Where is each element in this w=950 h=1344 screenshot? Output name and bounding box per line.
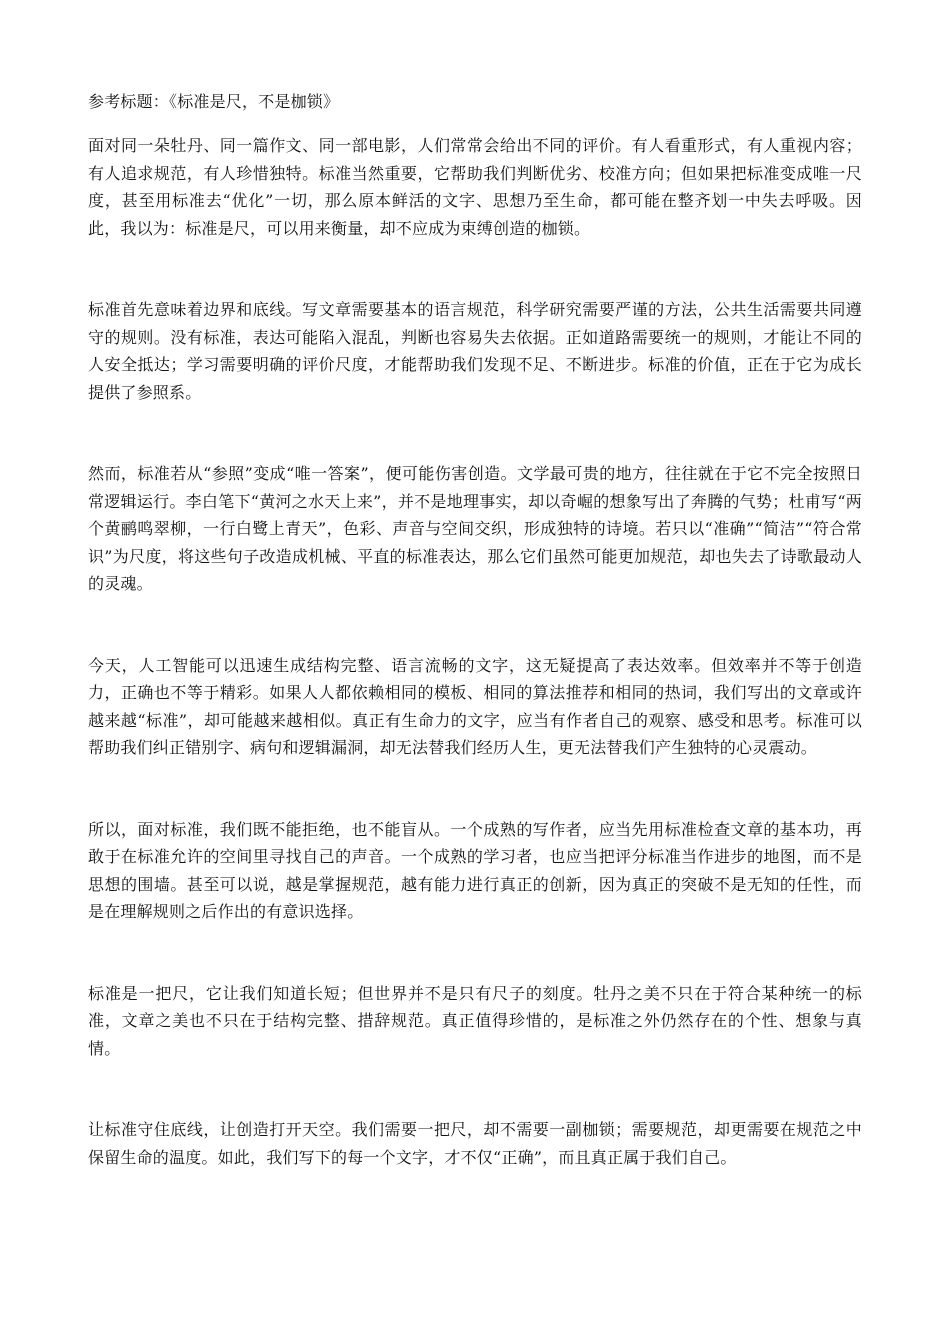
paragraph-2: 标准首先意味着边界和底线。写文章需要基本的语言规范，科学研究需要严谨的方法，公共生活需要共同遵守的规则。没有标准，表达可能陷入混乱，判断也容易失去依据。正如道路需要统一的规则，才能让不同的人安全抵达；学习需要明确的评价尺度，才能帮助我们发现不足、不断进步。标准的价值，正在于它为成长提供了参照系。 bbox=[88, 300, 862, 402]
paragraph-3: 然而，标准若从“参照”变成“唯一答案”，便可能伤害创造。文学最可贵的地方，往往就在于它不完全按照日常逻辑运行。李白笔下“黄河之水天上来”，并不是地理事实，却以奇崛的想象写出了奔腾的气势；杜甫写“两个黄鹂鸣翠柳，一行白鹭上青天”，色彩、声音与空间交织，形成独特的诗境。若只以“准确”“简洁”“符合常识”为尺度，将这些句子改造成机械、平直的标准表达，那么它们虽然可能更加规范，却也失去了诗歌最动人的灵魂。 bbox=[88, 464, 862, 593]
paragraph-5: 所以，面对标准，我们既不能拒绝，也不能盲从。一个成熟的写作者，应当先用标准检查文章的基本功，再敢于在标准允许的空间里寻找自己的声音。一个成熟的学习者，也应当把评分标准当作进步的地图，而不是思想的围墙。甚至可以说，越是掌握规范，越有能力进行真正的创新，因为真正的突破不是无知的任性，而是在理解规则之后作出的有意识选择。 bbox=[88, 819, 862, 921]
document-title: 参考标题：《标准是尺，不是枷锁》 bbox=[88, 92, 340, 111]
paragraph-4: 今天，人工智能可以迅速生成结构完整、语言流畅的文字，这无疑提高了表达效率。但效率并不等于创造力，正确也不等于精彩。如果人人都依赖相同的模板、相同的算法推荐和相同的热词，我们写出的文章或许越来越“标准”，却可能越来越相似。真正有生命力的文字，应当有作者自己的观察、感受和思考。标准可以帮助我们纠正错别字、病句和逻辑漏洞，却无法替我们经历人生，更无法替我们产生独特的心灵震动。 bbox=[88, 655, 862, 757]
paragraph-7: 让标准守住底线，让创造打开天空。我们需要一把尺，却不需要一副枷锁；需要规范，却更需要在规范之中保留生命的温度。如此，我们写下的每一个文字，才不仅“正确”，而且真正属于我们自己。 bbox=[88, 1120, 862, 1167]
paragraph-6: 标准是一把尺，它让我们知道长短；但世界并不是只有尺子的刻度。牡丹之美不只在于符合某种统一的标准，文章之美也不只在于结构完整、措辞规范。真正值得珍惜的，是标准之外仍然存在的个性、想象与真情。 bbox=[88, 983, 862, 1058]
document-body bbox=[88, 88, 862, 1171]
paragraph-1: 面对同一朵牡丹、同一篇作文、同一部电影，人们常常会给出不同的评价。有人看重形式，有人重视内容；有人追求规范，有人珍惜独特。标准当然重要，它帮助我们判断优劣、校准方向；但如果把标准变成唯一尺度，甚至用标准去“优化”一切，那么原本鲜活的文字、思想乃至生命，都可能在整齐划一中失去呼吸。因此，我以为：标准是尺，可以用来衡量，却不应成为束缚创造的枷锁。 bbox=[88, 136, 862, 238]
